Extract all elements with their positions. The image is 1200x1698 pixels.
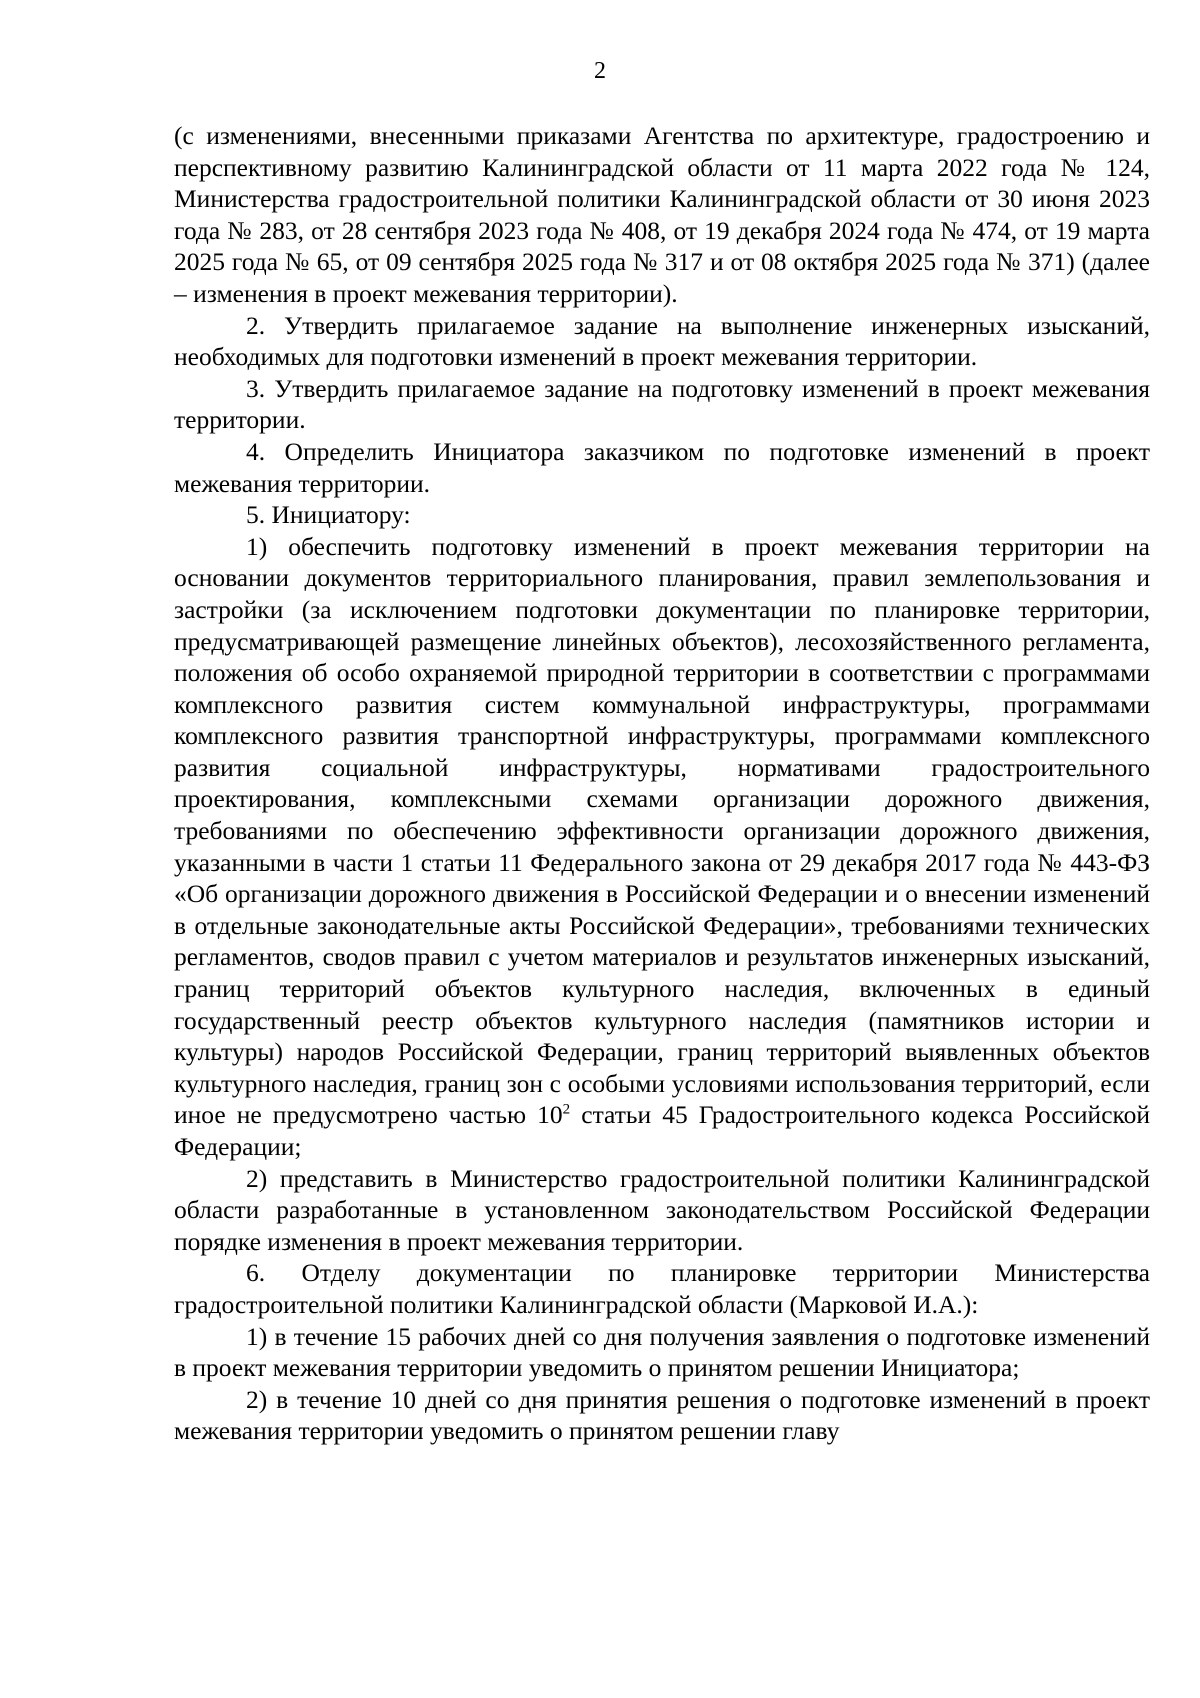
paragraph-item-5: 5. Инициатору: — [246, 500, 411, 530]
paragraph-item-5-2: 2) представить в Министерство градостроительной политики Калининградской области разработанные в установленном законодательством Российской Федерации порядке изменения в проект межевания территории. — [174, 1163, 1150, 1256]
document-body — [174, 120, 1150, 1447]
paragraph-item-6: 6. Отделу документации по планировке территории Министерства градостроительной политики Калининградской области (Марковой И.А.): — [174, 1258, 1150, 1319]
paragraph-item-4: 4. Определить Инициатора заказчиком по подготовке изменений в проект межевания территории. — [174, 436, 1150, 498]
paragraph-item-6-1: 1) в течение 15 рабочих дней со дня получения заявления о подготовке изменений в проект межевания территории уведомить о принятом решении Инициатора; — [174, 1321, 1150, 1383]
paragraph-amendments: (с изменениями, внесенными приказами Агентства по архитектуре, градостроению и перспективному развитию Калининградской области от 11 марта 2022 года № 124, Министерства градостроительной политики Калининградской области от 30 июня 2023 года № 283, от 28 сентября 2023 года № 408, от 19 декабря 2024 года № 474, от 19 марта 2025 года № 65, от 09 сентября 2025 года № 317 и от 08 октября 2025 года № 371) (далее – изменения в проект межевания территории). — [174, 121, 1150, 308]
paragraph-item-5-1-text-after: статьи 45 Градостроительного кодекса Российской Федерации; — [174, 1100, 1150, 1161]
paragraph-item-5-1-text: 1) обеспечить подготовку изменений в проект межевания территории на основании документов территориального планирования, правил землепользования и застройки (за исключением подготовки документации по планировке территории, предусматривающей размещение линейных объектов), лесохозяйственного регламента, положения об особо охраняемой природной территории в соответствии с программами комплексного развития систем коммунальной инфраструктуры, программами комплексного развития транспортной инфраструктуры, программами комплексного развития социальной инфраструктуры, нормативами градостроительного проектирования, комплексными схемами организации дорожного движения, требованиями по обеспечению эффективности организации дорожного движения, указанными в части 1 статьи 11 Федерального закона от 29 декабря 2017 года № 443-ФЗ «Об организации дорожного движения в Российской Федерации и о внесении изменений в отдельные законодательные акты Российской Федерации», требованиями технических регламентов, сводов правил с учетом материалов и результатов инженерных изысканий, границ территорий объектов культурного наследия, включенных в единый государственный реестр объектов культурного наследия (памятников истории и культуры) народов Российской Федерации, границ территорий выявленных объектов культурного наследия, границ зон с особыми условиями использования территорий, если иное не предусмотрено частью 10 — [174, 531, 1150, 1130]
paragraph-item-2: 2. Утвердить прилагаемое задание на выполнение инженерных изысканий, необходимых для подготовки изменений в проект межевания территории. — [174, 310, 1150, 372]
superscript-2: 2 — [562, 1101, 571, 1118]
page-number: 2 — [594, 58, 606, 84]
paragraph-item-6-2: 2) в течение 10 дней со дня принятия решения о подготовке изменений в проект межевания территории уведомить о принятом решении главу — [174, 1384, 1150, 1446]
paragraph-item-3: 3. Утвердить прилагаемое задание на подготовку изменений в проект межевания территории. — [174, 373, 1150, 435]
paragraph-item-5-1 — [174, 531, 1150, 1163]
